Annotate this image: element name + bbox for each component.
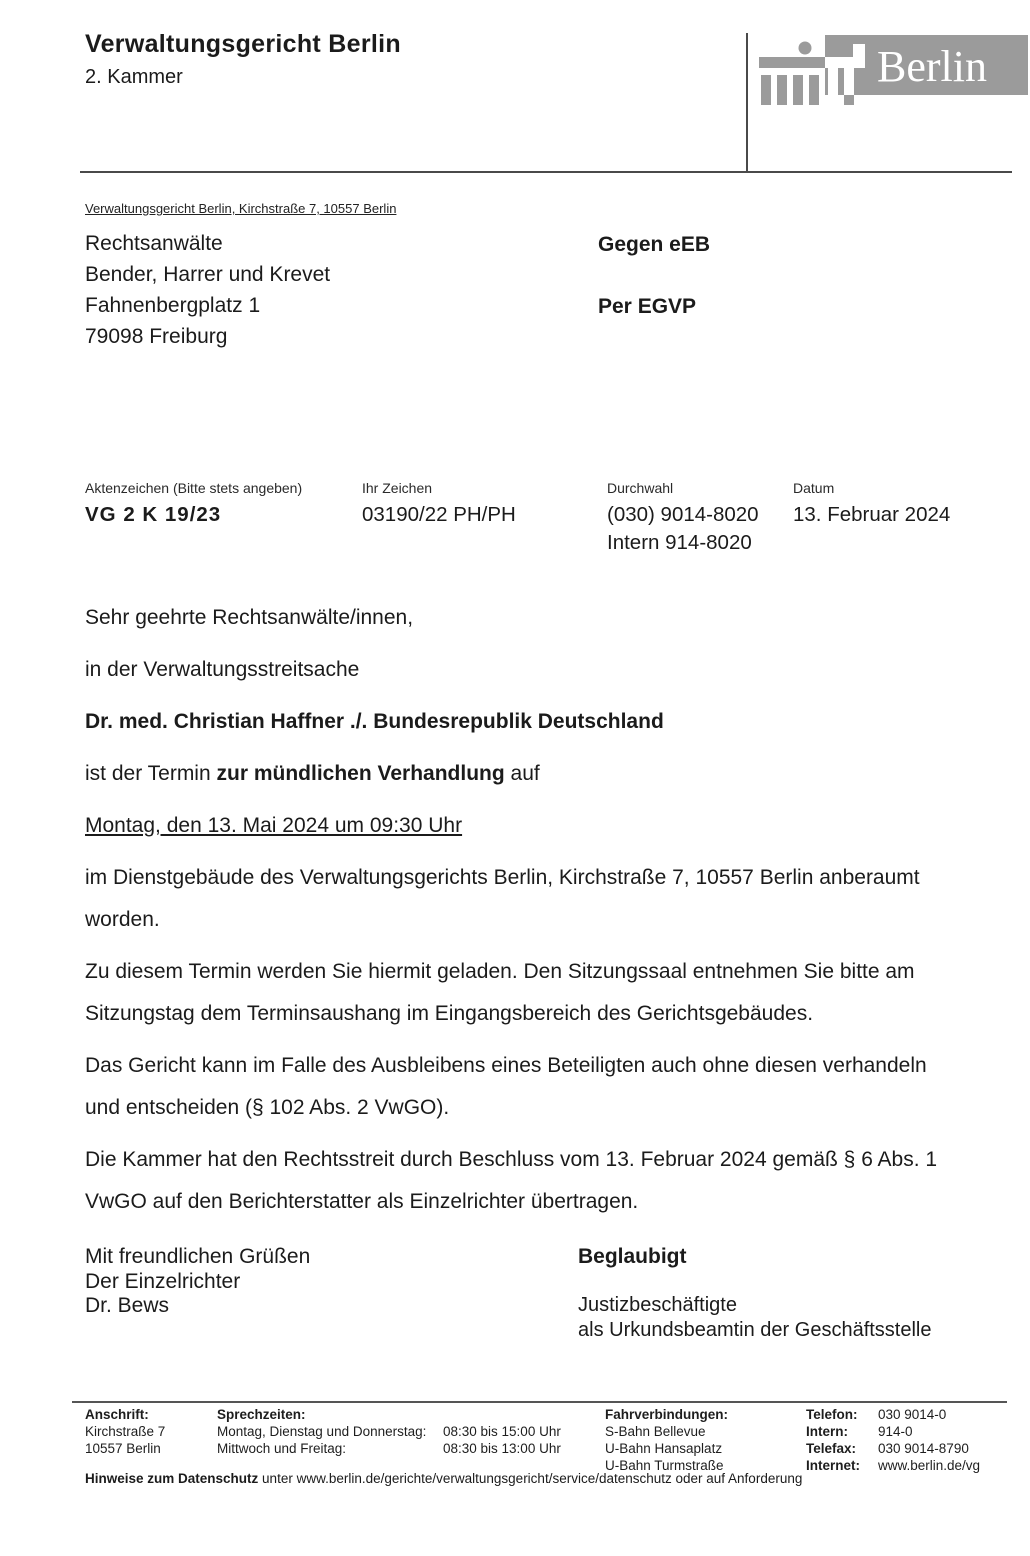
fahrverbindung-item: U-Bahn Hansaplatz — [605, 1441, 723, 1456]
durchwahl-value: (030) 9014-8020 — [607, 503, 759, 526]
footer-sprechzeiten — [217, 1406, 426, 1457]
sprechzeiten-days: Mittwoch und Freitag: — [217, 1441, 347, 1456]
datenschutz-bold: Hinweise zum Datenschutz — [85, 1471, 259, 1486]
footer-contact-values — [878, 1406, 980, 1474]
anschrift-street: Kirchstraße 7 — [85, 1424, 166, 1439]
termin-prefix: ist der Termin — [85, 762, 217, 785]
anschrift-city: 10557 Berlin — [85, 1441, 161, 1456]
berlin-logo-text: Berlin — [877, 42, 987, 91]
termin-bold: zur mündlichen Verhandlung — [216, 762, 505, 785]
reference-ihr-zeichen — [362, 480, 516, 529]
berlin-logo — [755, 33, 1028, 108]
datum-value: 13. Februar 2024 — [793, 503, 951, 526]
sprechzeiten-label: Sprechzeiten: — [217, 1407, 306, 1422]
closing-line: Mit freundlichen Grüßen — [85, 1245, 311, 1268]
certified-label: Beglaubigt — [578, 1245, 687, 1268]
aktenzeichen-value: VG 2 K 19/23 — [85, 503, 222, 526]
fahrverbindungen-label: Fahrverbindungen: — [605, 1407, 729, 1422]
intern-label: Intern: — [806, 1424, 848, 1439]
termin-suffix: auf — [504, 762, 540, 785]
internet-value: www.berlin.de/vg — [878, 1458, 981, 1473]
sprechzeiten-time: 08:30 bis 13:00 Uhr — [443, 1441, 561, 1456]
footer-rule — [72, 1401, 1007, 1403]
dispatch-note-gegen-eeb: Gegen eEB — [598, 233, 711, 256]
footer-anschrift — [85, 1406, 165, 1457]
telefon-label: Telefon: — [806, 1407, 858, 1422]
hearing-date-line: Montag, den 13. Mai 2024 um 09:30 Uhr — [85, 814, 463, 837]
chamber-label: 2. Kammer — [85, 66, 183, 88]
footer-sprechzeiten-times — [443, 1406, 561, 1457]
paragraph-absence: Das Gericht kann im Falle des Ausbleibens eines Beteiligten auch ohne diesen verhandeln und entscheiden (§ 102 Abs. 2 VwGO). — [85, 1054, 927, 1119]
paragraph-einzelrichter: Die Kammer hat den Rechtsstreit durch Beschluss vom 13. Februar 2024 gemäß § 6 Abs. 1 VwGO auf den Berichterstatter als Einzelrichter übertragen. — [85, 1148, 938, 1213]
telefax-label: Telefax: — [806, 1441, 857, 1456]
footer-datenschutz-line — [85, 1471, 802, 1486]
intro-line: in der Verwaltungsstreitsache — [85, 658, 360, 681]
footer-contact-labels — [806, 1406, 860, 1474]
termin-line — [85, 753, 995, 795]
sprechzeiten-time: 08:30 bis 15:00 Uhr — [443, 1424, 561, 1439]
intern-value: 914-0 — [878, 1424, 913, 1439]
ihr-zeichen-label: Ihr Zeichen — [362, 480, 433, 496]
fahrverbindung-item: S-Bahn Bellevue — [605, 1424, 706, 1439]
recipient-address — [85, 228, 330, 352]
datum-label: Datum — [793, 480, 835, 496]
reference-aktenzeichen — [85, 480, 302, 529]
dispatch-note-per-egvp: Per EGVP — [598, 295, 697, 318]
footer-fahrverbindungen — [605, 1406, 728, 1474]
recipient-line: Fahnenbergplatz 1 — [85, 294, 261, 317]
reference-durchwahl — [607, 480, 759, 557]
durchwahl-label: Durchwahl — [607, 480, 674, 496]
durchwahl-intern-value: Intern 914-8020 — [607, 531, 752, 554]
reference-datum — [793, 480, 950, 529]
internet-label: Internet: — [806, 1458, 860, 1473]
signature-block — [85, 1245, 310, 1319]
certifier-block — [578, 1293, 932, 1343]
sender-return-address: Verwaltungsgericht Berlin, Kirchstraße 7, 10557 Berlin — [85, 201, 397, 216]
letterhead-vertical-rule — [746, 33, 748, 172]
sprechzeiten-days: Montag, Dienstag und Donnerstag: — [217, 1424, 427, 1439]
anschrift-label: Anschrift: — [85, 1407, 149, 1422]
telefon-value: 030 9014-0 — [878, 1407, 947, 1422]
paragraph-summons: Zu diesem Termin werden Sie hiermit geladen. Den Sitzungssaal entnehmen Sie bitte am Sitzungstag dem Terminsaushang im Eingangsbereich des Gerichtsgebäudes. — [85, 960, 915, 1025]
paragraph-location: im Dienstgebäude des Verwaltungsgerichts Berlin, Kirchstraße 7, 10557 Berlin anberaumt worden. — [85, 866, 920, 931]
court-name: Verwaltungsgericht Berlin — [85, 30, 401, 58]
signer-name: Dr. Bews — [85, 1294, 170, 1317]
letterhead-horizontal-rule — [80, 171, 1012, 173]
ihr-zeichen-value: 03190/22 PH/PH — [362, 503, 516, 526]
recipient-line: Bender, Harrer und Krevet — [85, 263, 331, 286]
certifier-role: Justizbeschäftigte — [578, 1294, 737, 1316]
signer-role: Der Einzelrichter — [85, 1269, 241, 1293]
recipient-line: Rechtsanwälte — [85, 232, 223, 255]
aktenzeichen-label: Aktenzeichen (Bitte stets angeben) — [85, 480, 303, 496]
case-parties-line: Dr. med. Christian Haffner ./. Bundesrepublik Deutschland — [85, 710, 664, 733]
datenschutz-rest: unter www.berlin.de/gerichte/verwaltungsgericht/service/datenschutz oder auf Anforderung — [258, 1471, 803, 1486]
telefax-value: 030 9014-8790 — [878, 1441, 969, 1456]
salutation: Sehr geehrte Rechtsanwälte/innen, — [85, 606, 414, 629]
recipient-line: 79098 Freiburg — [85, 325, 228, 348]
certifier-role-detail: als Urkundsbeamtin der Geschäftsstelle — [578, 1319, 932, 1341]
fahrverbindung-item: U-Bahn Turmstraße — [605, 1458, 724, 1473]
letter-body — [85, 597, 995, 1233]
